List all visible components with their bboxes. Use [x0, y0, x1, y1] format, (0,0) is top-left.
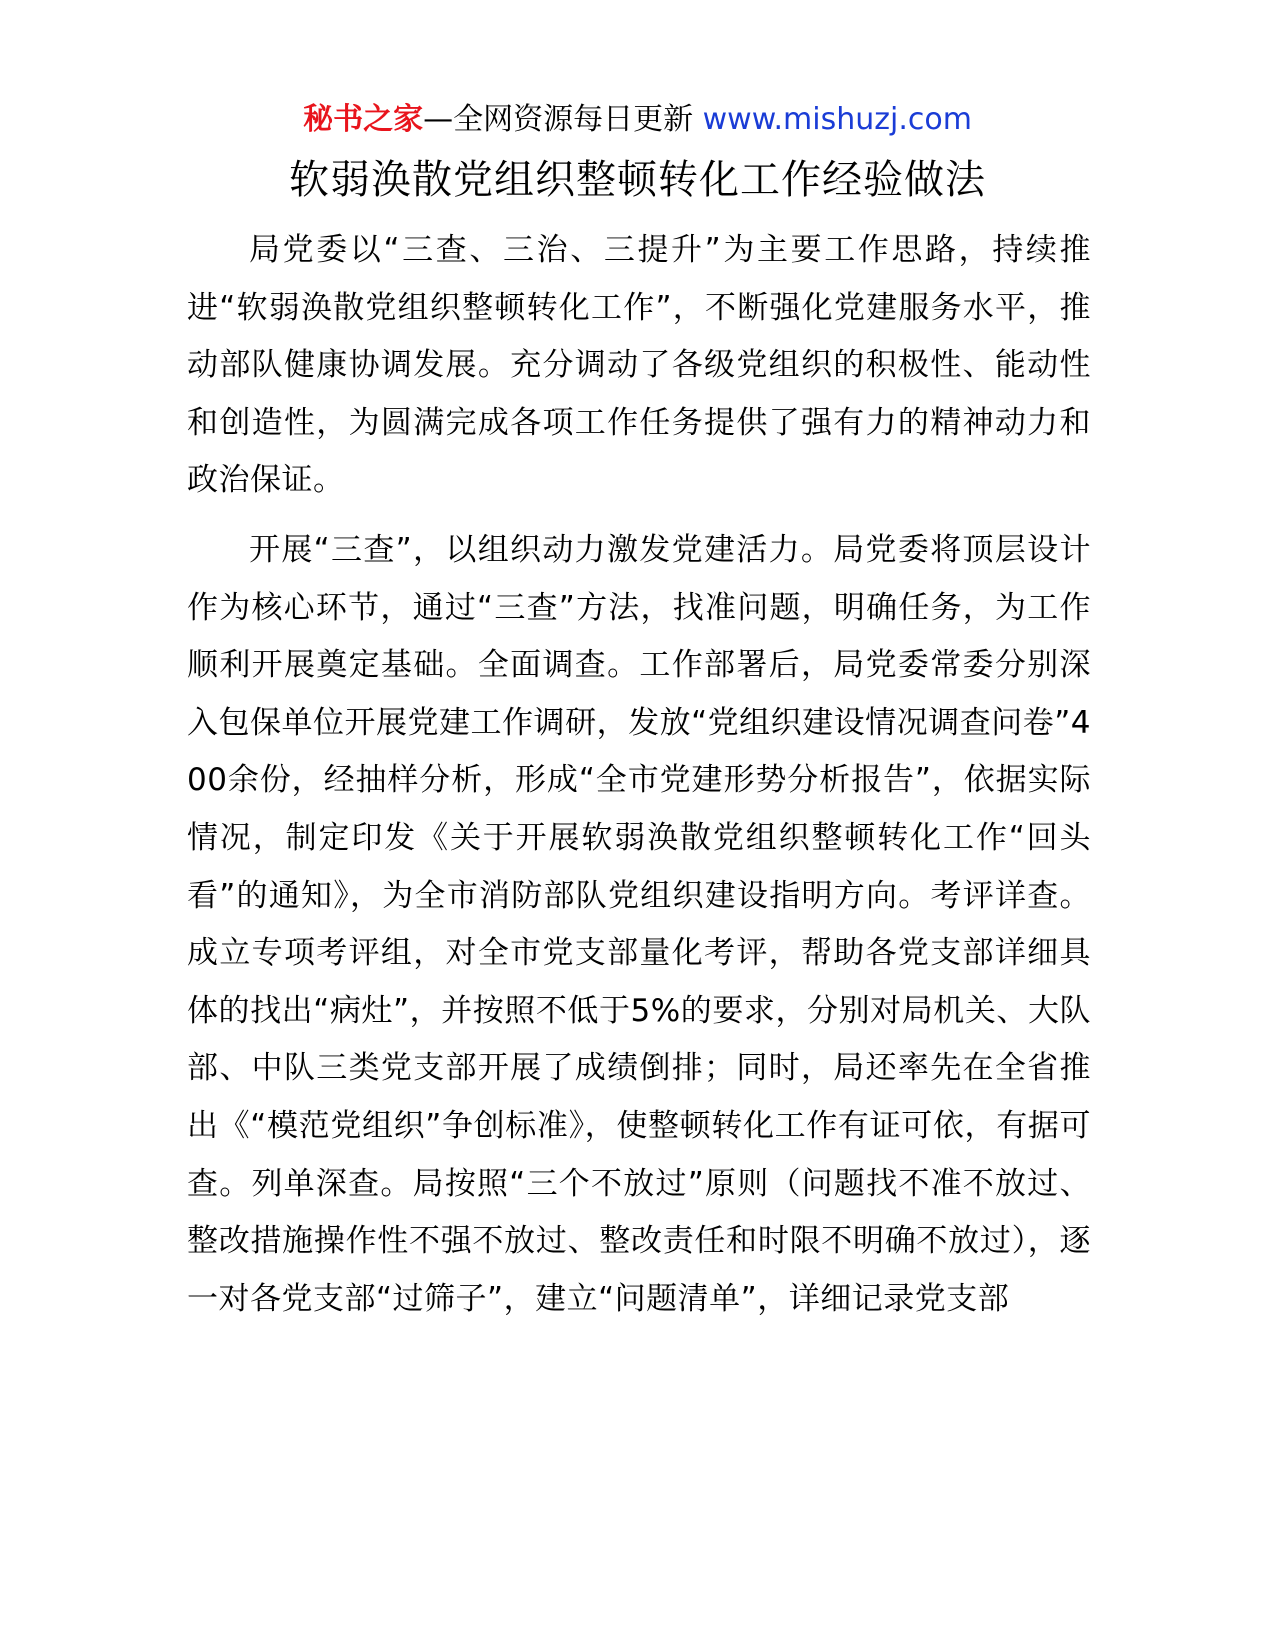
- site-header: [0, 100, 1275, 140]
- document-body: [187, 222, 1091, 1340]
- paragraph-2: 开展“三查”，以组织动力激发党建活力。局党委将顶层设计作为核心环节，通过“三查”方法，找准问题，明确任务，为工作顺利开展奠定基础。全面调查。工作部署后，局党委常委分别深入包保单位开展党建工作调研，发放“党组织建设情况调查问卷”400余份，经抽样分析，形成“全市党建形势分析报告”，依据实际情况，制定印发《关于开展软弱涣散党组织整顿转化工作“回头看”的通知》，为全市消防部队党组织建设指明方向。考评详查。成立专项考评组，对全市党支部量化考评，帮助各党支部详细具体的找出“病灶”，并按照不低于5%的要求，分别对局机关、大队部、中队三类党支部开展了成绩倒排；同时，局还率先在全省推出《“模范党组织”争创标准》，使整顿转化工作有证可依，有据可查。列单深查。局按照“三个不放过”原则（问题找不准不放过、整改措施操作性不强不放过、整改责任和时限不明确不放过），逐一对各党支部“过筛子”，建立“问题清单”，详细记录党支部: [187, 531, 1091, 1317]
- site-url-link[interactable]: www.mishuzj.com: [702, 102, 972, 137]
- document-title: 软弱涣散党组织整顿转化工作经验做法: [289, 157, 986, 203]
- paragraph-1: 局党委以“三查、三治、三提升”为主要工作思路，持续推进“软弱涣散党组织整顿转化工作”，不断强化党建服务水平，推动部队健康协调发展。充分调动了各级党组织的积极性、能动性和创造性，为圆满完成各项工作任务提供了强有力的精神动力和政治保证。: [187, 232, 1091, 499]
- brand-name: 秘书之家: [303, 102, 424, 137]
- header-tagline: —全网资源每日更新: [423, 102, 694, 137]
